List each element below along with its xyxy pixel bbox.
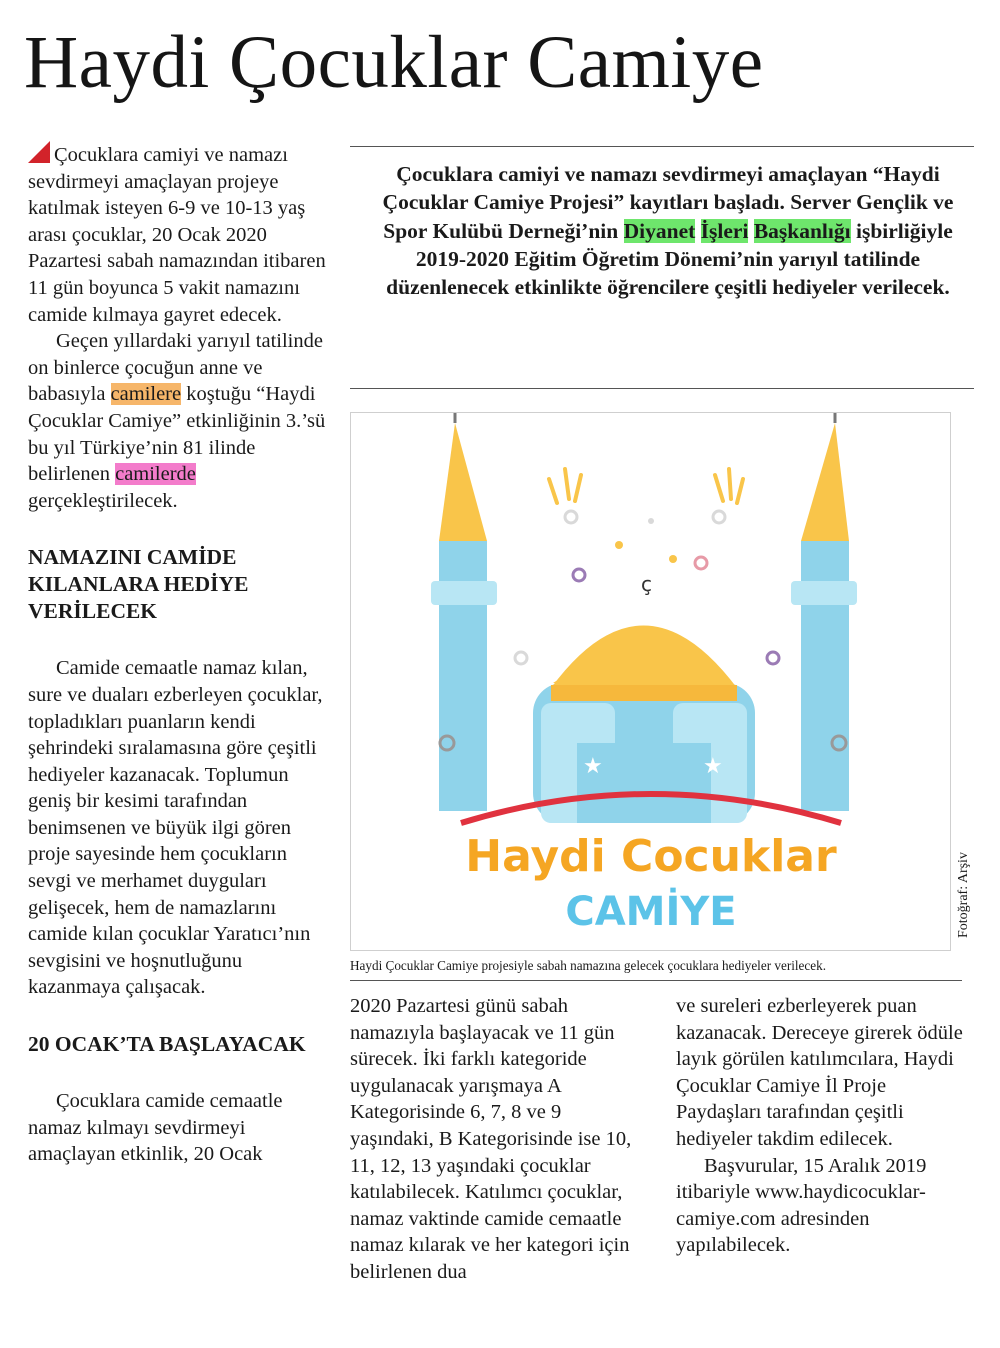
subhead-gifts: NAMAZINI CAMİDE KILANLARA HEDİYE VERİLECEK — [28, 545, 249, 624]
svg-text:CAMİYE: CAMİYE — [565, 889, 737, 935]
deck — [368, 160, 968, 301]
svg-text:★: ★ — [583, 754, 603, 779]
paragraph-middle: 2020 Pazartesi günü sabah namazıyla başlayacak ve 11 gün sürecek. İki farklı kategoride uygulanacak yarışmaya A Kategorisinde 6, 7, 8 ve 9 yaşındaki, B Kategorisinde ise 10, 11, 12, 13 yaşındaki çocuklar katılabilecek. Katılımcı çocuklar, namaz vaktinde camide cemaatle namaz kılarak ve her kategori için belirlenen dua — [350, 995, 632, 1283]
deck-top-rule — [350, 146, 974, 147]
text-span: koştuğu “Haydi Çocuklar Camiye” etkinliğinin 3.’sü bu yıl Türkiye’nin 81 ilinde belirlenen — [28, 383, 326, 486]
middle-column — [350, 993, 650, 1286]
paragraph-right-1: ve sureleri ezberleyerek puan kazanacak. Dereceye girerek ödüle layık görülen katılımcılara, Haydi Çocuklar Camiye İl Proje Paydaşları tarafından çeşitli hediyeler takdim edilecek. — [676, 995, 963, 1150]
photo-credit: Fotoğraf: Arşiv — [956, 852, 971, 938]
highlight-diyanet: Diyanet — [623, 218, 696, 243]
left-column — [28, 141, 328, 1168]
red-triangle-icon — [28, 141, 50, 163]
right-column — [676, 993, 976, 1259]
subhead-start: 20 OCAK’TA BAŞLAYACAK — [28, 1032, 306, 1057]
svg-text:ç: ç — [641, 572, 652, 596]
deck-text: Çocuklara camiyi ve namazı sevdirmeyi amaçlayan “Haydi Çocuklar Camiye Projesi” kayıtları başladı. Server Gençlik ve Spor Kulübü Derneği’nin — [382, 162, 954, 243]
highlight-baskanligi: Başkanlığı — [753, 218, 851, 243]
text-span: Geçen yıllardaki yarıyıl tatilinde on binlerce çocuğun anne ve babasıyla — [28, 330, 323, 406]
paragraph-right-2: Başvurular, 15 Aralık 2019 itibariyle www.haydicocuklar-camiye.com adresinden yapılabilecek. — [676, 1154, 927, 1257]
paragraph-past-years — [28, 328, 328, 514]
text-span: gerçekleştirilecek. — [28, 489, 178, 512]
highlight-camilere: camilere — [110, 383, 182, 406]
svg-text:Haydi Cocuklar: Haydi Cocuklar — [465, 831, 837, 882]
paragraph-start: Çocuklara camide cemaatle namaz kılmayı sevdirmeyi amaçlayan etkinlik, 20 Ocak — [28, 1090, 283, 1166]
svg-text:★: ★ — [703, 754, 723, 779]
paragraph-intro — [28, 141, 328, 328]
photo-haydi-cocuklar-camiye-logo — [350, 412, 951, 951]
mosque-illustration — [351, 413, 950, 950]
caption-rule — [350, 980, 962, 981]
paragraph-gifts: Camide cemaatle namaz kılan, sure ve duaları ezberleyen çocuklar, topladıkları puanların kendi şehrindeki sıralamasına göre çeşitli hediyeler kazanacak. Toplumun geniş bir kesimi tarafından benimsenen ve büyük ilgi gören proje sayesinde hem çocukların sevgi ve merhamet duyguları gelişecek, hem de namazlarını camide kılan çocuklar Yaratıcı’nın sevgisini ve hoşnutluğunu kazanmaya çalışacak. — [28, 657, 323, 999]
headline: Haydi Çocuklar Camiye — [24, 21, 764, 104]
paragraph-intro-text: Çocuklara camiyi ve namazı sevdirmeyi amaçlayan projeye katılmak isteyen 6-9 ve 10-13 yaş arası çocuklar, 20 Ocak 2020 Pazartesi sabah namazından itibaren 11 gün boyunca 5 vakit namazını camide kılmaya gayret edecek. — [28, 144, 326, 326]
deck-bottom-rule — [350, 388, 974, 389]
photo-caption: Haydi Çocuklar Camiye projesiyle sabah namazına gelecek çocuklara hediyeler verilecek. — [350, 958, 826, 973]
deck-text: işbirliğiyle 2019-2020 Eğitim Öğretim Dönemi’nin yarıyıl tatilinde düzenlenecek etkinlikte öğrencilere çeşitli hediyeler verilecek. — [386, 218, 953, 300]
highlight-isleri: İşleri — [700, 218, 749, 243]
highlight-camilerde: camilerde — [115, 463, 196, 486]
